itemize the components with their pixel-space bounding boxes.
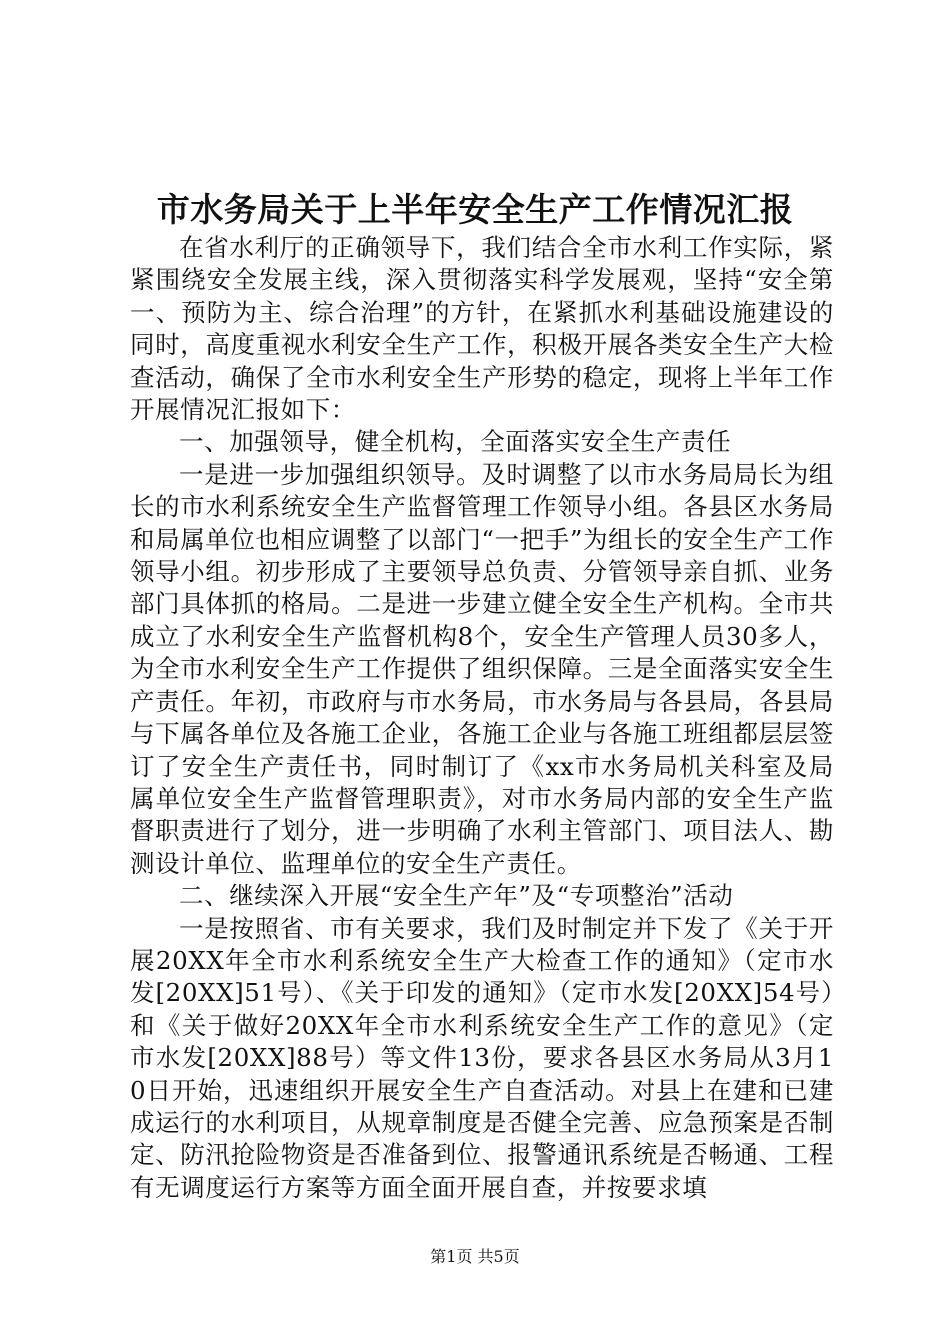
document-title: 市水务局关于上半年安全生产工作情况汇报 xyxy=(156,190,794,229)
document-body xyxy=(130,232,834,1204)
paragraph-section-2: 一是按照省、市有关要求，我们及时制定并下发了《关于开展20XX年全市水利系统安全生产大检查工作的通知》（定市水发[20XX]51号）、《关于印发的通知》（定市水发[20XX]54号）和《关于做好20XX年全市水利系统安全生产工作的意见》（定市水发[20XX]88号）等文件13份，要求各县区水务局从3月10日开始，迅速组织开展安全生产自查活动。对县上在建和已建成运行的水利项目，从规章制度是否健全完善、应急预案是否制定、防汛抢险物资是否准备到位、报警通讯系统是否畅通、工程有无调度运行方案等方面全面开展自查，并按要求填 xyxy=(130,913,834,1202)
section-heading-1: 一、加强领导，健全机构，全面落实安全生产责任 xyxy=(179,427,732,457)
paragraph-section-1: 一是进一步加强组织领导。及时调整了以市水务局局长为组长的市水利系统安全生产监督管理工作领导小组。各县区水务局和局属单位也相应调整了以部门“一把手”为组长的安全生产工作领导小组。初步形成了主要领导总负责、分管领导亲自抓、业务部门具体抓的格局。二是进一步建立健全安全生产机构。全市共成立了水利安全生产监督机构8个，安全生产管理人员30多人，为全市水利安全生产工作提供了组织保障。三是全面落实安全生产责任。年初，市政府与市水务局，市水务局与各县局，各县局与下属各单位及各施工企业，各施工企业与各施工班组都层层签订了安全生产责任书，同时制订了《xx市水务局机关科室及局属单位安全生产监督管理职责》，对市水务局内部的安全生产监督职责进行了划分，进一步明确了水利主管部门、项目法人、勘测设计单位、监理单位的安全生产责任。 xyxy=(130,459,834,878)
page-footer: 第1页 共5页 xyxy=(430,1247,520,1266)
section-heading-2: 二、继续深入开展“安全生产年”及“专项整治”活动 xyxy=(179,881,734,911)
paragraph-intro: 在省水利厅的正确领导下，我们结合全市水利工作实际，紧紧围绕安全发展主线，深入贯彻落实科学发展观，坚持“安全第一、预防为主、综合治理”的方针，在紧抓水利基础设施建设的同时，高度重视水利安全生产工作，积极开展各类安全生产大检查活动，确保了全市水利安全生产形势的稳定，现将上半年工作开展情况汇报如下： xyxy=(130,233,834,425)
